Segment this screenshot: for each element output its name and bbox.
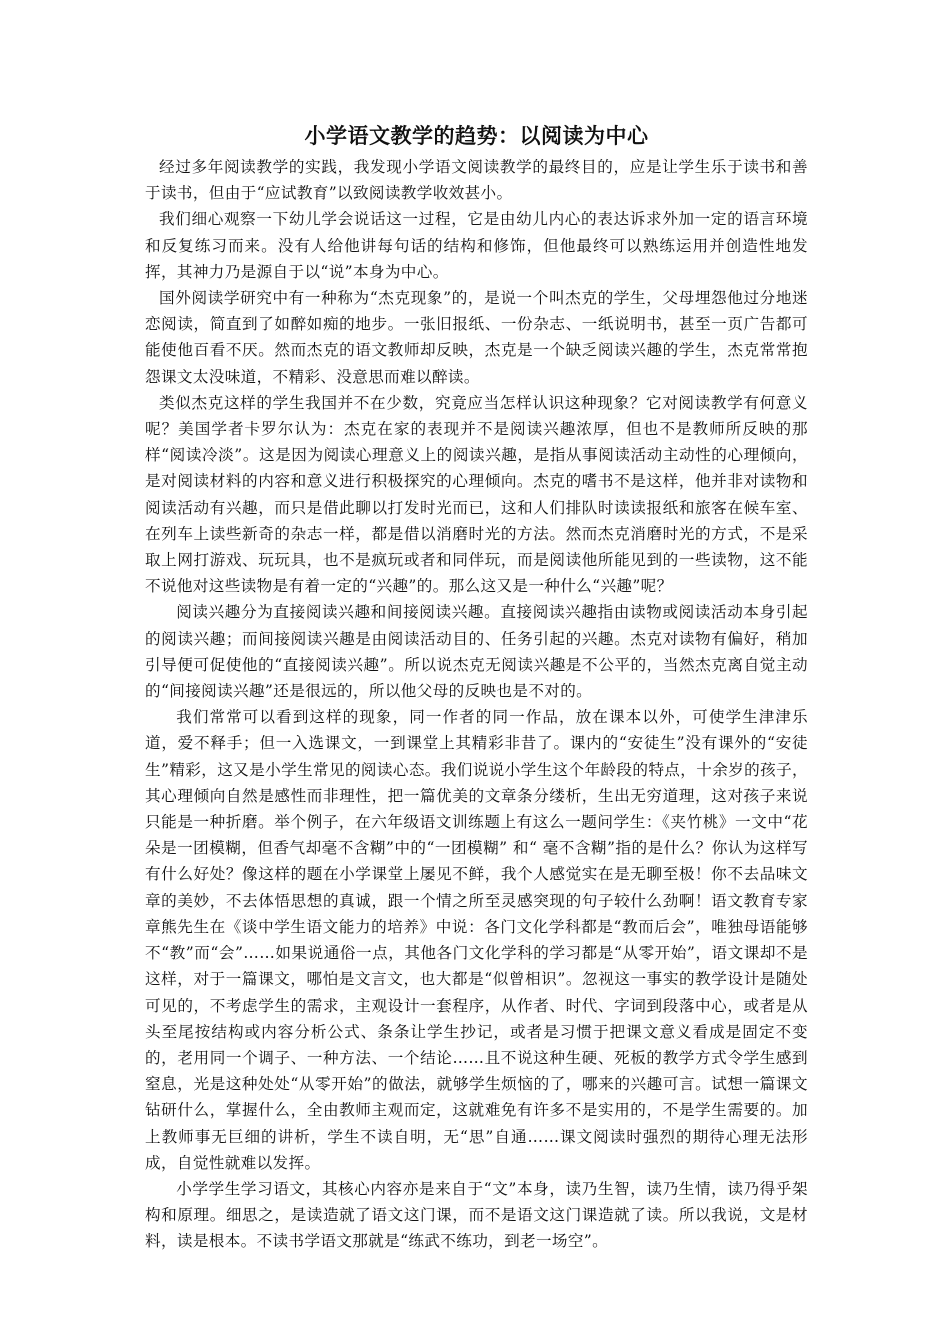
paragraph-1: 经过多年阅读教学的实践，我发现小学语文阅读教学的最终目的，应是让学生乐于读书和善于读书，但由于“应试教育”以致阅读教学收效甚小。 bbox=[145, 158, 808, 203]
paragraph-5: 阅读兴趣分为直接阅读兴趣和间接阅读兴趣。直接阅读兴趣指由读物或阅读活动本身引起的阅读兴趣；而间接阅读兴趣是由阅读活动目的、任务引起的兴趣。杰克对读物有偏好，稍加引导便可促使他的“直接阅读兴趣”。所以说杰克无阅读兴趣是不公平的，当然杰克离自觉主动的“间接阅读兴趣”还是很远的，所以他父母的反映也是不对的。 bbox=[145, 603, 808, 701]
document-page bbox=[145, 118, 808, 1255]
paragraph-6: 我们常常可以看到这样的现象，同一作者的同一作品，放在课本以外，可使学生津津乐道，爱不释手；但一入选课文，一到课堂上其精彩非昔了。课内的“安徒生”没有课外的“安徒生”精彩，这又是小学生常见的阅读心态。我们说说小学生这个年龄段的特点，十余岁的孩子，其心理倾向自然是感性而非理性，把一篇优美的文章条分缕析，生出无穷道理，这对孩子来说只能是一种折磨。举个例子，在六年级语文训练题上有这么一题问学生：《夹竹桃》一文中“花朵是一团模糊，但香气却毫不含糊”中的“一团模糊” 和“ 毫不含糊”指的是什么？你认为这样写有什么好处？像这样的题在小学课堂上屡见不鲜，我个人感觉实在是无聊至极！你不去品味文章的美妙，不去体悟思想的真诚，跟一个情之所至灵感突现的句子较什么劲啊！语文教育专家章熊先生在《谈中学生语文能力的培养》中说：各门文化学科都是“教而后会”，唯独母语能够不“教”而“会”……如果说通俗一点，其他各门文化学科的学习都是“从零开始”，语文课却不是这样，对于一篇课文，哪怕是文言文，也大都是“似曾相识”。忽视这一事实的教学设计是随处可见的，不考虑学生的需求，主观设计一套程序，从作者、时代、字词到段落中心，或者是从头至尾按结构或内容分析公式、条条让学生抄记，或者是习惯于把课文意义看成是固定不变的，老用同一个调子、一种方法、一个结论……且不说这种生硬、死板的教学方式令学生感到窒息，光是这种处处“从零开始”的做法，就够学生烦恼的了，哪来的兴趣可言。试想一篇课文钻研什么，掌握什么，全由教师主观而定，这就难免有许多不是实用的，不是学生需要的。加上教师事无巨细的讲析，学生不读自明，无“思”自通……课文阅读时强烈的期待心理无法形成，自觉性就难以发挥。 bbox=[145, 708, 808, 1172]
paragraph-7: 小学学生学习语文，其核心内容亦是来自于“文”本身，读乃生智，读乃生情，读乃得乎架构和原理。细思之，是读造就了语文这门课，而不是语文这门课造就了读。所以我说，文是材料，读是根本。不读书学语文那就是“练武不练功，到老一场空”。 bbox=[145, 1179, 808, 1251]
document-title: 小学语文教学的趋势：以阅读为中心 bbox=[304, 123, 649, 148]
paragraph-2: 我们细心观察一下幼儿学会说话这一过程，它是由幼儿内心的表达诉求外加一定的语言环境和反复练习而来。没有人给他讲每句话的结构和修饰，但他最终可以熟练运用并创造性地发挥，其神力乃是源自于以“说”本身为中心。 bbox=[145, 210, 808, 281]
paragraph-4: 类似杰克这样的学生我国并不在少数，究竟应当怎样认识这种现象？它对阅读教学有何意义呢？美国学者卡罗尔认为：杰克在家的表现并不是阅读兴趣浓厚，但也不是教师所反映的那样“阅读冷淡”。这是因为阅读心理意义上的阅读兴趣，是指从事阅读活动主动性的心理倾向，是对阅读材料的内容和意义进行积极探究的心理倾向。杰克的嗜书不是这样，他并非对读物和阅读活动有兴趣，而只是借此聊以打发时光而已，这和人们排队时读读报纸和旅客在候车室、在列车上读些新奇的杂志一样，都是借以消磨时光的方法。然而杰克消磨时光的方式，不是采取上网打游戏、玩玩具，也不是疯玩或者和同伴玩，而是阅读他所能见到的一些读物，这不能不说他对这些读物是有着一定的“兴趣”的。那么这又是一种什么“兴趣”呢？ bbox=[145, 393, 808, 596]
paragraph-3: 国外阅读学研究中有一种称为“杰克现象”的，是说一个叫杰克的学生，父母埋怨他过分地迷恋阅读，简直到了如醉如痴的地步。一张旧报纸、一份杂志、一纸说明书，甚至一页广告都可能使他百看不厌。然而杰克的语文教师却反映，杰克是一个缺乏阅读兴趣的学生，杰克常常抱怨课文太没味道，不精彩、没意思而难以醉读。 bbox=[145, 289, 808, 386]
